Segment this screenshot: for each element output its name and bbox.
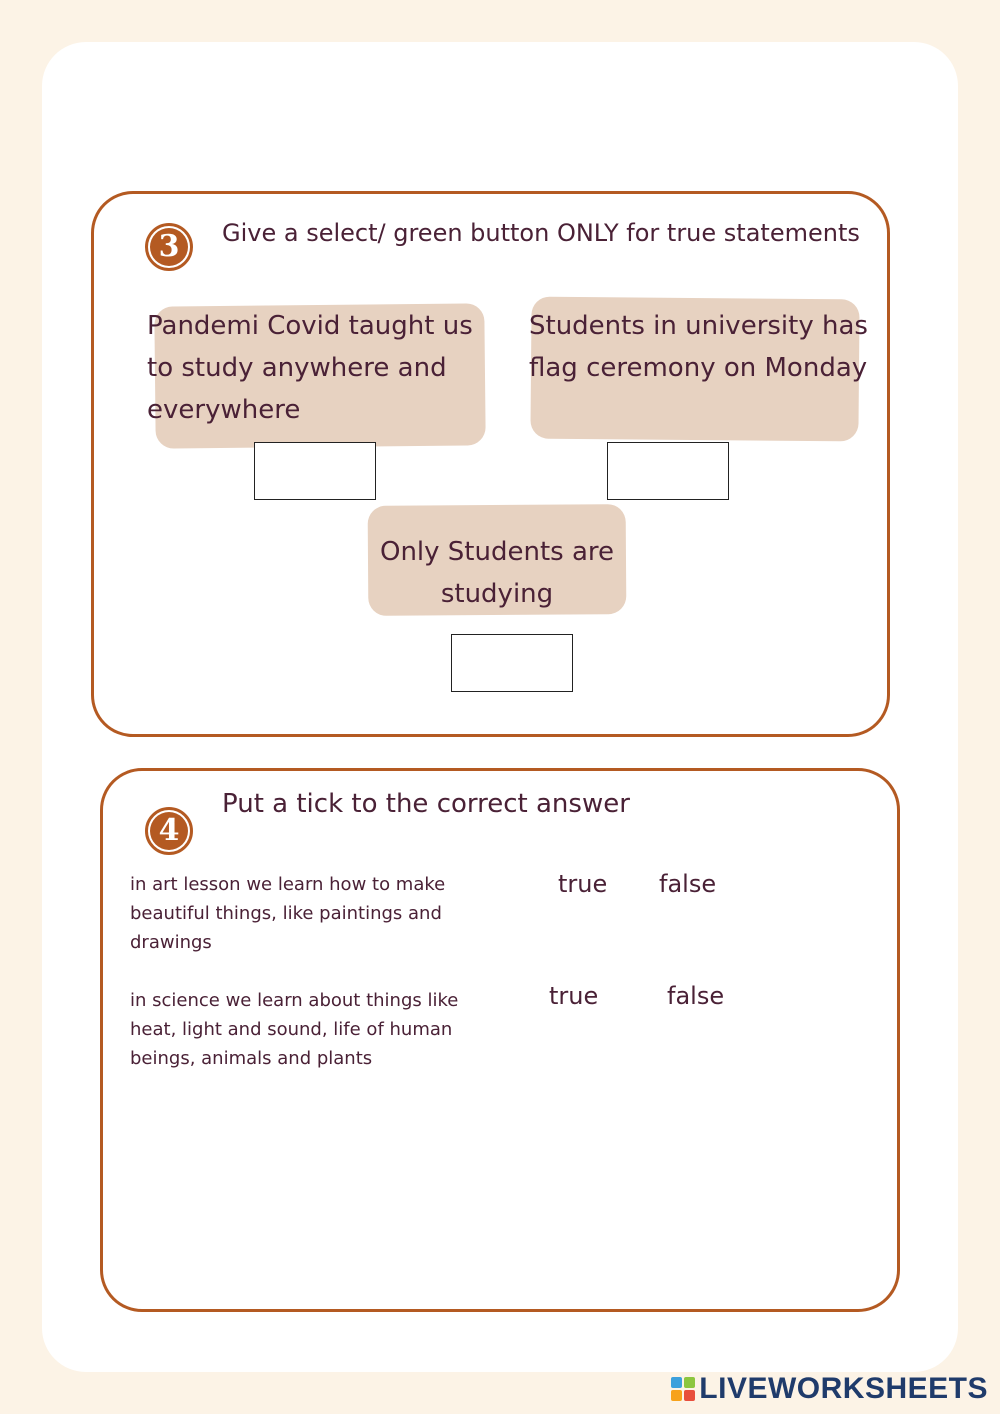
question-2-line-3: beings, animals and plants <box>130 1048 373 1069</box>
question-1-false-option[interactable]: false <box>659 870 717 898</box>
question-1-text <box>130 870 445 957</box>
question-1-line-3: drawings <box>130 932 212 953</box>
statement-2-text <box>529 305 868 389</box>
statement-1-line-3: everywhere <box>147 395 301 425</box>
statement-2-answer-box[interactable] <box>607 442 729 500</box>
question-1-line-2: beautiful things, like paintings and <box>130 903 442 924</box>
question-2-line-1: in science we learn about things like <box>130 990 459 1011</box>
statement-1-answer-box[interactable] <box>254 442 376 500</box>
liveworksheets-logo-text: LIVEWORKSHEETS <box>699 1372 988 1405</box>
section-3-number-badge <box>145 223 193 271</box>
question-2-line-2: heat, light and sound, life of human <box>130 1019 453 1040</box>
statement-3-line-2: studying <box>440 579 554 609</box>
question-1-true-option[interactable]: true <box>558 870 608 898</box>
section-3-instruction: Give a select/ green button ONLY for true statements <box>222 219 860 247</box>
statement-3-answer-box[interactable] <box>451 634 573 692</box>
question-2-false-option[interactable]: false <box>667 982 725 1010</box>
section-4-instruction: Put a tick to the correct answer <box>222 789 630 819</box>
statement-2-line-1: Students in university has <box>529 311 868 341</box>
section-3-number: 3 <box>150 228 188 266</box>
section-4-number-badge <box>145 807 193 855</box>
section-4-number: 4 <box>150 812 188 850</box>
statement-1-line-2: to study anywhere and <box>147 353 447 383</box>
liveworksheets-logo <box>671 1372 988 1406</box>
statement-3-line-1: Only Students are <box>379 537 615 567</box>
liveworksheets-logo-icon <box>671 1377 695 1401</box>
question-2-text <box>130 986 458 1073</box>
statement-3-text <box>368 531 626 615</box>
question-2-true-option[interactable]: true <box>549 982 599 1010</box>
statement-1-line-1: Pandemi Covid taught us <box>147 311 473 341</box>
statement-1-text <box>147 305 473 431</box>
statement-2-line-2: flag ceremony on Monday <box>529 353 868 383</box>
question-1-line-1: in art lesson we learn how to make <box>130 874 446 895</box>
